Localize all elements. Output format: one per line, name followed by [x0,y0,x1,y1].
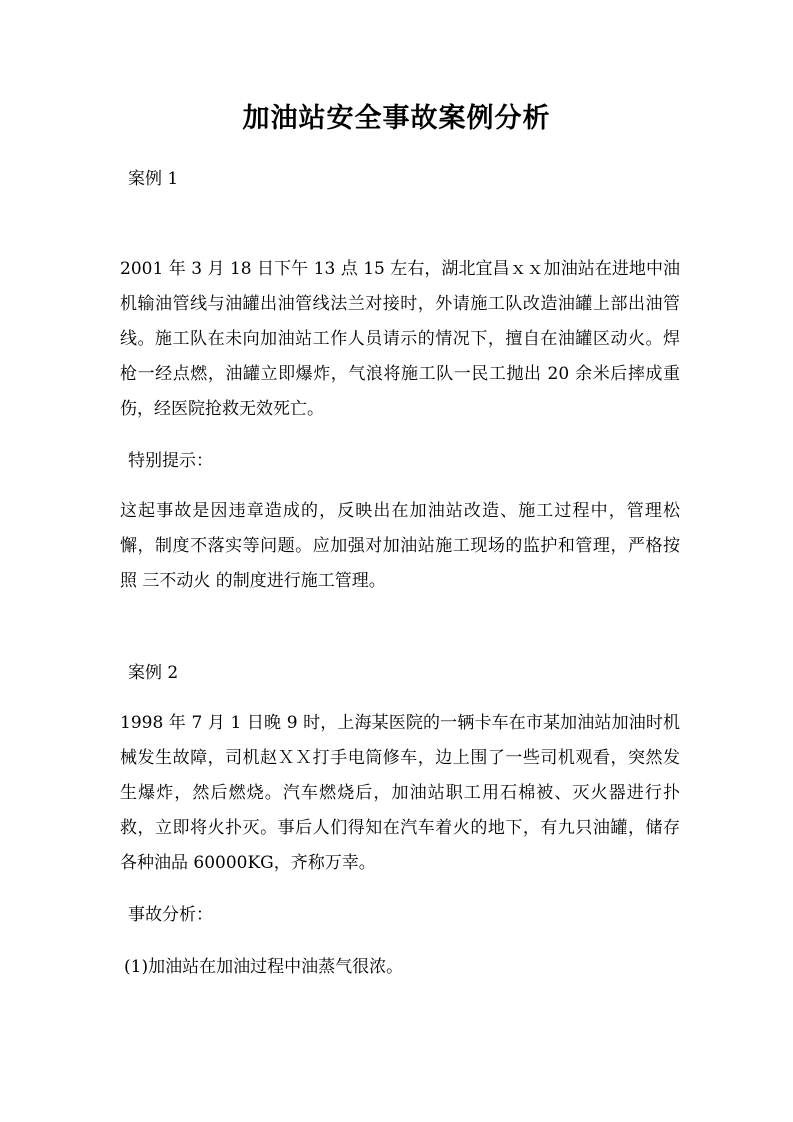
case2-body: 1998 年 7 月 1 日晚 9 时，上海某医院的一辆卡车在市某加油站加油时机械发生故障，司机赵ＸＸ打手电筒修车，边上围了一些司机观看，突然发生爆炸，然后燃烧。汽车燃烧后，加油站职工用石棉被、灭火器进行扑救，立即将火扑灭。事后人们得知在汽车着火的地下，有九只油罐，储存各种油品 60000KG，齐称万幸。 [120,713,680,873]
case1-note-heading: 特别提示： [128,451,213,471]
page-title: 加油站安全事故案例分析 [242,103,551,134]
case1-heading: 案例 1 [128,169,179,189]
case2-analysis-item-1: (1)加油站在加油过程中油蒸气很浓。 [124,957,404,977]
case2-heading: 案例 2 [128,663,179,683]
case1-note-body: 这起事故是因违章造成的，反映出在加油站改造、施工过程中，管理松懈，制度不落实等问题。应加强对加油站施工现场的监护和管理，严格按照 三不动火 的制度进行施工管理。 [120,501,680,591]
case1-body: 2001 年 3 月 18 日下午 13 点 15 左右，湖北宜昌ｘｘ加油站在进地中油机输油管线与油罐出油管线法兰对接时，外请施工队改造油罐上部出油管线。施工队在未向加油站工作人员请示的情况下，擅自在油罐区动火。焊枪一经点燃，油罐立即爆炸，气浪将施工队一民工抛出 20 余米后摔成重伤，经医院抢救无效死亡。 [120,259,680,419]
case2-analysis-heading: 事故分析： [128,905,213,925]
